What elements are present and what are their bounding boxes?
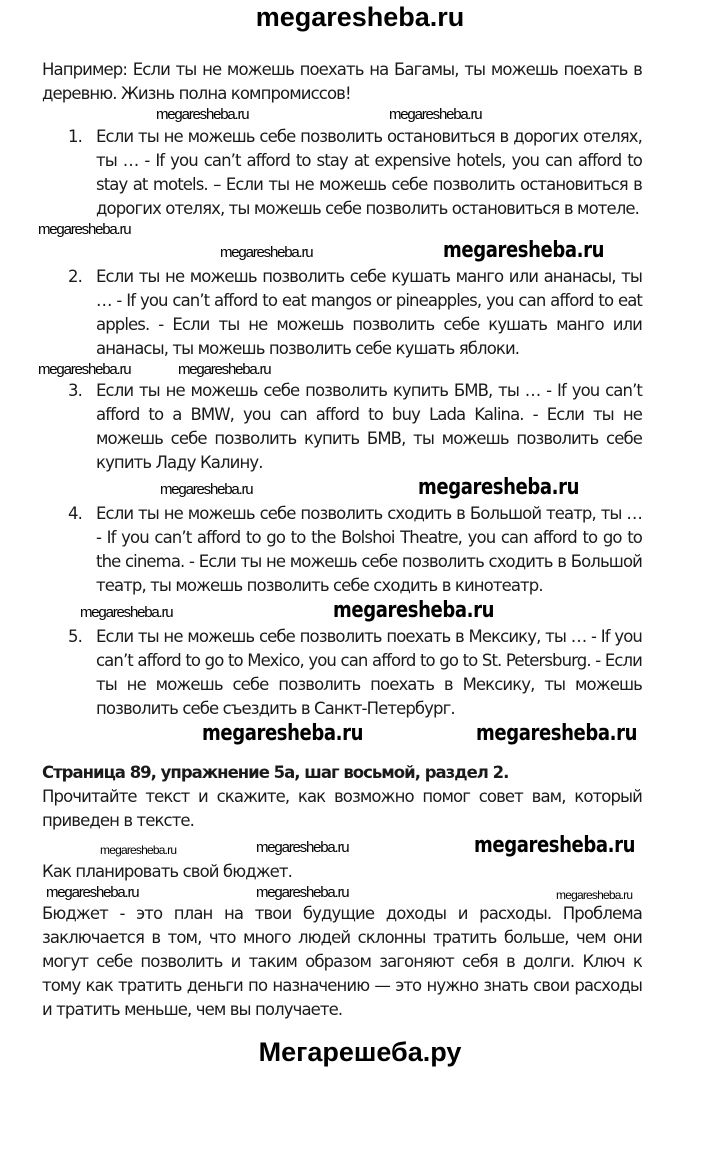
watermark: megaresheba.ru bbox=[256, 884, 349, 901]
watermark-row bbox=[42, 599, 642, 624]
watermark: megaresheba.ru bbox=[256, 839, 349, 856]
watermark-row bbox=[42, 834, 642, 859]
list-item-text: Если ты не можешь себе позволить остановиться в дорогих отелях, ты … - If you can’t afford to stay at expensive hotels, you can afford to stay at motels. – Если ты не можешь себе позволить остановиться в дорогих отелях, ты можешь себе позволить остановиться в мотеле. bbox=[96, 127, 642, 218]
list-item-number: 4. bbox=[68, 504, 82, 523]
watermark-row bbox=[42, 722, 642, 747]
watermark: megaresheba.ru bbox=[38, 221, 131, 238]
list-item-text: Если ты не можешь позволить себе кушать манго или ананасы, ты … - If you can’t afford to eat mangos or pineapples, you can afford to eat apples. - Если ты не можешь позволить себе кушать манго или ананасы, ты можешь позволить себе кушать яблоки. bbox=[96, 267, 642, 358]
list-item bbox=[42, 379, 642, 475]
list-item-number: 2. bbox=[68, 267, 82, 286]
list-item-text: Если ты не можешь себе позволить поехать в Мексику, ты … - If you can’t afford to go to Mexico, you can afford to go to St. Petersburg. - Если ты не можешь себе позволить поехать в Мексику, ты можешь позволить себе съездить в Санкт-Петербург. bbox=[96, 627, 642, 718]
section-subtitle: Как планировать свой бюджет. bbox=[42, 862, 292, 881]
watermark-row bbox=[42, 476, 642, 501]
watermark: megaresheba.ru bbox=[46, 884, 139, 901]
list-item bbox=[42, 125, 642, 221]
watermark-bold: megaresheba.ru bbox=[202, 721, 364, 746]
section-body: Бюджет - это план на твои будущие доходы и расходы. Проблема заключается в том, что много людей склонны тратить больше, чем они могут себе позволить и таким образом загоняют себя в долги. Ключ к тому как тратить деньги по назначению — это нужно знать свои расходы и тратить меньше, чем вы получаете. bbox=[42, 904, 642, 1019]
watermark: megaresheba.ru bbox=[100, 843, 177, 857]
watermark: megaresheba.ru bbox=[38, 361, 131, 378]
example-list bbox=[38, 125, 642, 747]
watermark-row bbox=[42, 239, 642, 264]
watermark-bold: megaresheba.ru bbox=[418, 475, 580, 500]
watermark-row bbox=[38, 361, 642, 378]
watermark: megaresheba.ru bbox=[160, 481, 253, 498]
watermark-row bbox=[38, 221, 642, 238]
site-header: megaresheba.ru bbox=[255, 2, 465, 32]
watermark-bold: megaresheba.ru bbox=[474, 833, 636, 858]
list-item bbox=[42, 265, 642, 361]
list-item-text: Если ты не можешь себе позволить сходить в Большой театр, ты … - If you can’t afford to go to the Bolshoi Theatre, you can afford to go to the cinema. - Если ты не можешь себе позволить сходить в Большой театр, ты можешь позволить себе сходить в кинотеатр. bbox=[96, 504, 642, 595]
site-footer: Мегарешеба.ру bbox=[258, 1037, 462, 1067]
list-item bbox=[42, 625, 642, 721]
document-body bbox=[38, 58, 642, 1022]
watermark-row bbox=[42, 885, 642, 901]
list-item-number: 3. bbox=[68, 381, 82, 400]
list-item-text: Если ты не можешь себе позволить купить БМВ, ты … - If you can’t afford to a BMW, you can afford to buy Lada Kalina. - Если ты не можешь себе позволить купить БМВ, ты можешь позволить себе купить Ладу Калину. bbox=[96, 381, 642, 472]
list-item-number: 1. bbox=[68, 127, 82, 146]
watermark: megaresheba.ru bbox=[389, 106, 482, 123]
watermark-bold: megaresheba.ru bbox=[476, 721, 638, 746]
watermark: megaresheba.ru bbox=[80, 604, 173, 621]
watermark: megaresheba.ru bbox=[156, 106, 249, 123]
section-heading: Страница 89, упражнение 5а, шаг восьмой, раздел 2. bbox=[42, 763, 509, 782]
intro-paragraph: Например: Если ты не можешь поехать на Багамы, ты можешь поехать в деревню. Жизнь полна компромиссов! bbox=[42, 60, 642, 103]
watermark-bold: megaresheba.ru bbox=[333, 598, 495, 623]
exercise-section bbox=[42, 761, 642, 1022]
watermark: megaresheba.ru bbox=[220, 244, 313, 261]
watermark-row bbox=[42, 107, 642, 123]
section-instruction: Прочитайте текст и скажите, как возможно помог совет вам, который приведен в тексте. bbox=[42, 787, 642, 830]
watermark: megaresheba.ru bbox=[556, 888, 633, 902]
list-item-number: 5. bbox=[68, 627, 82, 646]
watermark: megaresheba.ru bbox=[178, 361, 271, 378]
list-item bbox=[42, 502, 642, 598]
watermark-bold: megaresheba.ru bbox=[443, 238, 605, 263]
